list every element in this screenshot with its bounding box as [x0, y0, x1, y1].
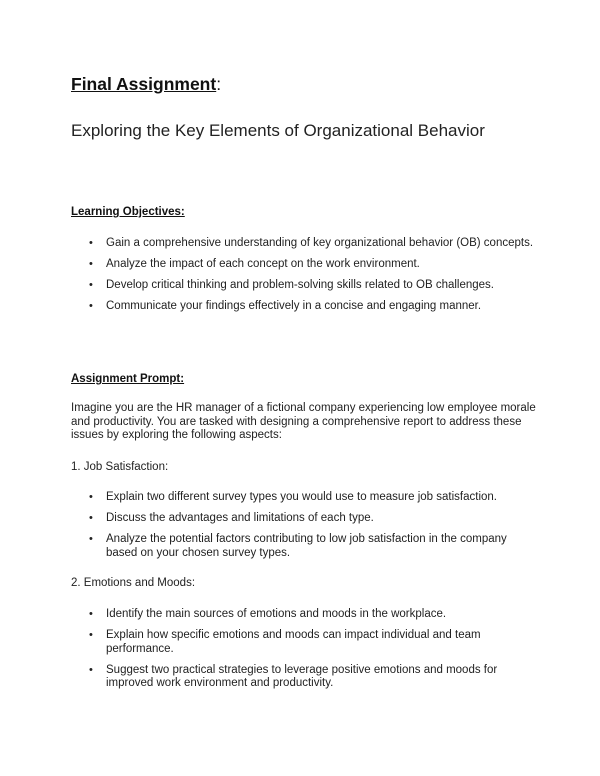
learning-objectives-list: [71, 237, 541, 321]
list-item: [71, 258, 541, 272]
list-item: [71, 237, 541, 251]
list-item: [71, 512, 541, 526]
list-item: [71, 664, 541, 691]
title-colon: :: [216, 74, 222, 94]
section-title-emotions-moods: 2. Emotions and Moods:: [71, 577, 196, 589]
list-item-text: Analyze the impact of each concept on the work environment.: [106, 258, 420, 270]
learning-objectives-heading: Learning Objectives:: [71, 206, 185, 218]
list-item-text: Explain how specific emotions and moods can impact individual and team performance.: [106, 629, 481, 655]
list-item-text: Identify the main sources of emotions and moods in the workplace.: [106, 608, 447, 620]
assignment-prompt-heading: Assignment Prompt:: [71, 373, 185, 385]
bullet-icon: •: [89, 237, 93, 249]
list-item: [71, 629, 541, 656]
list-item-text: Develop critical thinking and problem-solving skills related to OB challenges.: [106, 279, 494, 291]
title-text: Final Assignment: [71, 74, 217, 94]
list-item-text: Discuss the advantages and limitations of each type.: [106, 512, 374, 524]
list-item: [71, 608, 541, 622]
list-item-text: Gain a comprehensive understanding of key organizational behavior (OB) concepts.: [106, 237, 534, 249]
document-title: [71, 73, 221, 95]
bullet-icon: •: [89, 279, 93, 291]
bullet-icon: •: [89, 300, 93, 312]
assignment-intro-paragraph: Imagine you are the HR manager of a fictional company experiencing low employee morale and productivity. You are tasked with designing a comprehensive report to address these issues by exploring the following aspects:: [71, 402, 536, 441]
bullet-icon: •: [89, 663, 93, 676]
list-item: [71, 533, 541, 560]
list-item: [71, 491, 541, 505]
list-item-text: Communicate your findings effectively in a concise and engaging manner.: [106, 300, 482, 312]
emotions-moods-list: [71, 608, 541, 698]
bullet-icon: •: [89, 491, 93, 503]
section-title-job-satisfaction: 1. Job Satisfaction:: [71, 461, 169, 473]
document-subtitle: Exploring the Key Elements of Organizational Behavior: [71, 121, 485, 140]
list-item: [71, 300, 541, 314]
bullet-icon: •: [89, 258, 93, 270]
list-item: [71, 279, 541, 293]
bullet-icon: •: [89, 512, 93, 524]
bullet-icon: •: [89, 533, 93, 545]
list-item-text: Explain two different survey types you would use to measure job satisfaction.: [106, 491, 497, 503]
job-satisfaction-list: [71, 491, 541, 568]
list-item-text: Analyze the potential factors contributing to low job satisfaction in the company based on your chosen survey types.: [106, 533, 507, 559]
bullet-icon: •: [89, 629, 93, 641]
list-item-text: Suggest two practical strategies to leverage positive emotions and moods for improved work environment and productivity.: [106, 663, 498, 689]
bullet-icon: •: [89, 608, 93, 620]
